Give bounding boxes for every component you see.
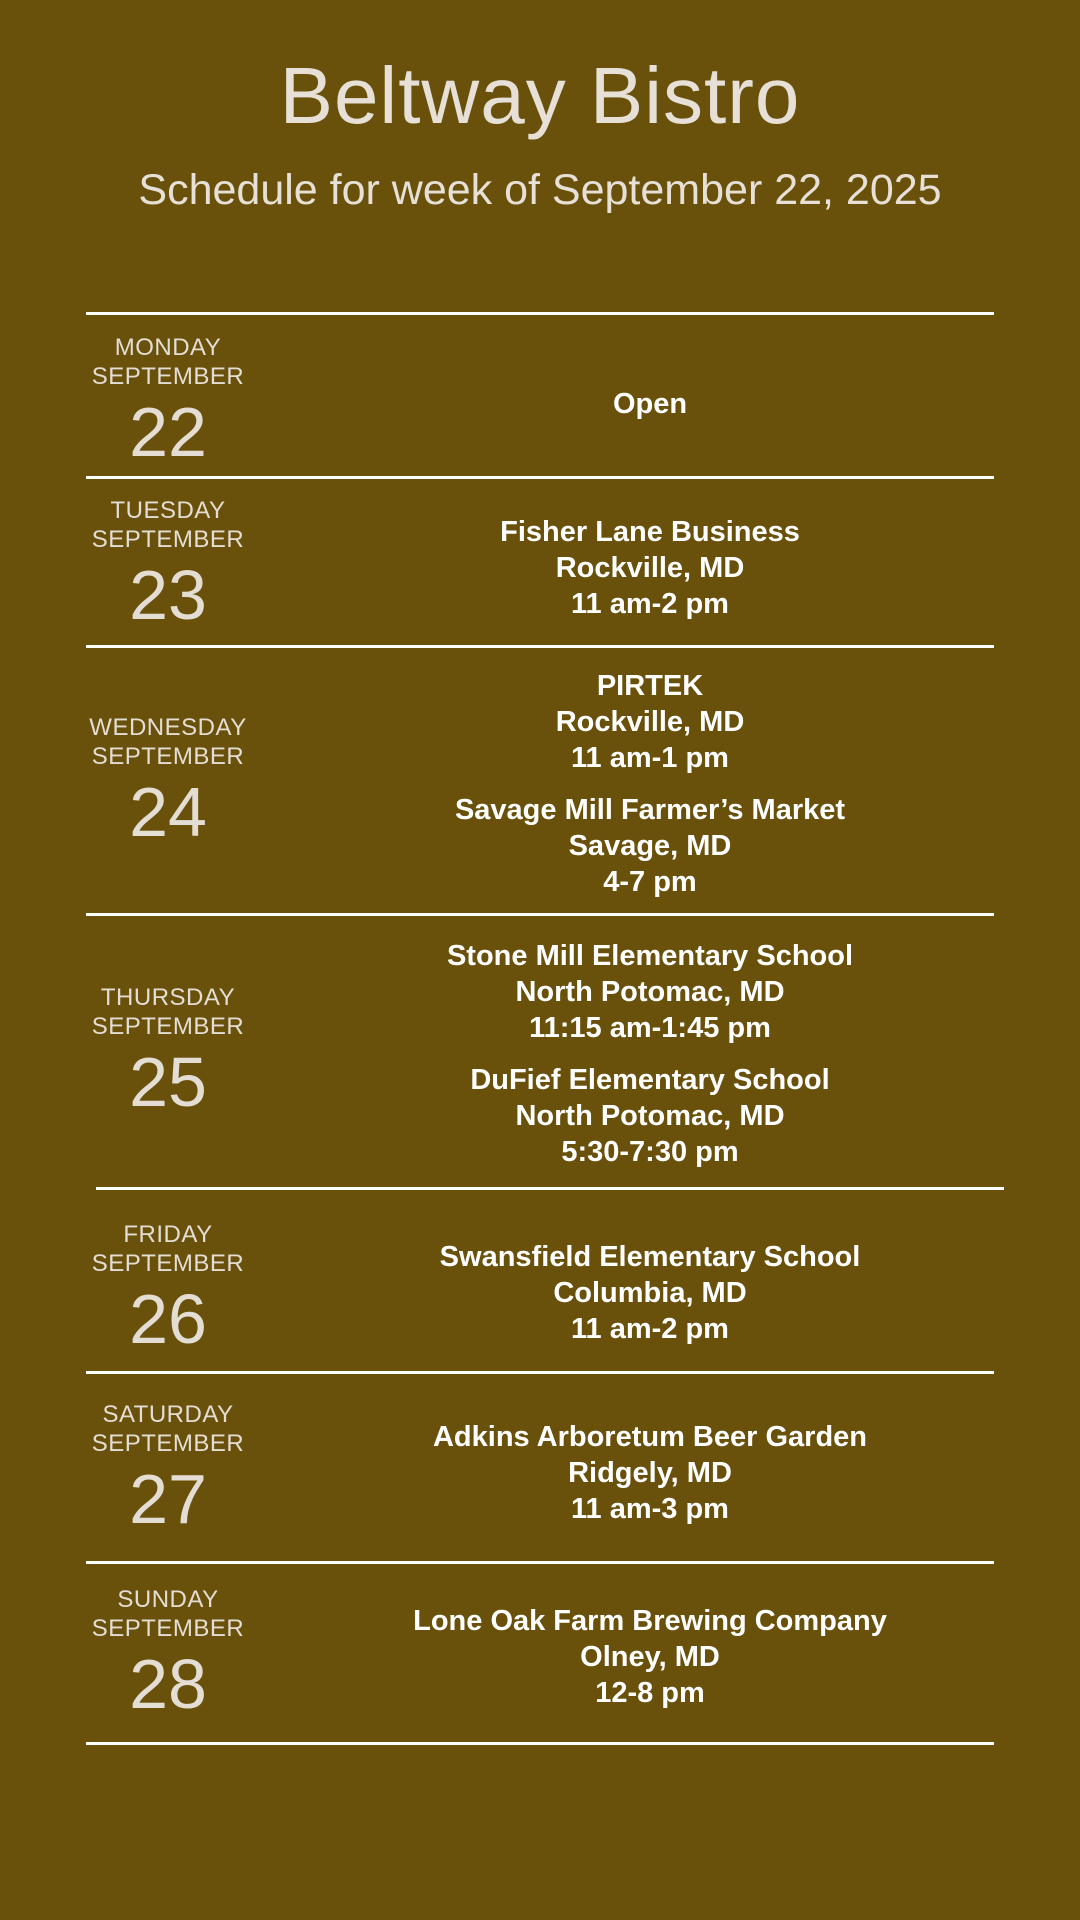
event [300, 938, 1000, 1046]
event-location: North Potomac, MD [515, 976, 785, 1008]
day-label-tuesday [86, 496, 250, 634]
event-location: Olney, MD [580, 1641, 720, 1673]
day-label-thursday [86, 983, 250, 1121]
day-events-saturday [300, 1419, 1000, 1527]
event-location: Rockville, MD [555, 552, 745, 584]
event [300, 668, 1000, 776]
day-events-friday [300, 1239, 1000, 1347]
event-name: Fisher Lane Business [500, 516, 800, 548]
event-time: 11:15 am-1:45 pm [529, 1012, 771, 1044]
date-number: 28 [129, 1645, 207, 1723]
event-location: North Potomac, MD [515, 1100, 785, 1132]
month-label: SEPTEMBER [91, 1250, 245, 1277]
weekday-label: MONDAY [114, 334, 222, 361]
event-name: Swansfield Elementary School [439, 1241, 861, 1273]
event-location: Savage, MD [568, 830, 732, 862]
page-subtitle: Schedule for week of September 22, 2025 [138, 166, 942, 214]
event-time: 5:30-7:30 pm [561, 1136, 739, 1168]
month-label: SEPTEMBER [91, 1615, 245, 1642]
event-location: Rockville, MD [555, 706, 745, 738]
date-number: 24 [129, 773, 207, 851]
event [300, 1239, 1000, 1347]
event-time: 11 am-2 pm [571, 588, 729, 620]
weekday-label: THURSDAY [100, 984, 236, 1011]
event [300, 514, 1000, 622]
month-label: SEPTEMBER [91, 1013, 245, 1040]
divider [86, 312, 994, 315]
month-label: SEPTEMBER [91, 1430, 245, 1457]
event-time: 11 am-3 pm [571, 1493, 729, 1525]
day-label-wednesday [86, 713, 250, 851]
divider [96, 1187, 1004, 1190]
date-number: 26 [129, 1280, 207, 1358]
event-name: PIRTEK [596, 670, 704, 702]
weekday-label: TUESDAY [110, 497, 226, 524]
day-events-monday [300, 386, 1000, 422]
event-name: Adkins Arboretum Beer Garden [432, 1421, 868, 1453]
event [300, 792, 1000, 900]
event [300, 1062, 1000, 1170]
event-time: 4-7 pm [603, 866, 697, 898]
date-number: 23 [129, 556, 207, 634]
event [300, 386, 1000, 422]
day-label-monday [86, 333, 250, 471]
divider [86, 645, 994, 648]
divider [86, 913, 994, 916]
event-location: Ridgely, MD [568, 1457, 732, 1489]
event-location: Columbia, MD [553, 1277, 747, 1309]
day-label-friday [86, 1220, 250, 1358]
event-name: Open [612, 388, 688, 420]
event-time: 11 am-1 pm [571, 742, 729, 774]
date-number: 27 [129, 1460, 207, 1538]
weekday-label: WEDNESDAY [89, 714, 247, 741]
date-number: 22 [129, 393, 207, 471]
divider [86, 1742, 994, 1745]
month-label: SEPTEMBER [91, 743, 245, 770]
divider [86, 1371, 994, 1374]
day-events-tuesday [300, 514, 1000, 622]
event-name: Lone Oak Farm Brewing Company [413, 1605, 887, 1637]
day-label-saturday [86, 1400, 250, 1538]
event-name: Stone Mill Elementary School [446, 940, 854, 972]
event-name: DuFief Elementary School [470, 1064, 830, 1096]
month-label: SEPTEMBER [91, 363, 245, 390]
weekday-label: SATURDAY [102, 1401, 234, 1428]
page-title: Beltway Bistro [279, 51, 801, 140]
day-events-wednesday [300, 668, 1000, 900]
event [300, 1419, 1000, 1527]
divider [86, 1561, 994, 1564]
month-label: SEPTEMBER [91, 526, 245, 553]
date-number: 25 [129, 1043, 207, 1121]
weekday-label: FRIDAY [123, 1221, 213, 1248]
day-events-sunday [300, 1603, 1000, 1711]
day-events-thursday [300, 938, 1000, 1170]
event-time: 12-8 pm [595, 1677, 705, 1709]
event-time: 11 am-2 pm [571, 1313, 729, 1345]
event [300, 1603, 1000, 1711]
weekday-label: SUNDAY [117, 1586, 219, 1613]
day-label-sunday [86, 1585, 250, 1723]
event-name: Savage Mill Farmer’s Market [454, 794, 846, 826]
divider [86, 476, 994, 479]
